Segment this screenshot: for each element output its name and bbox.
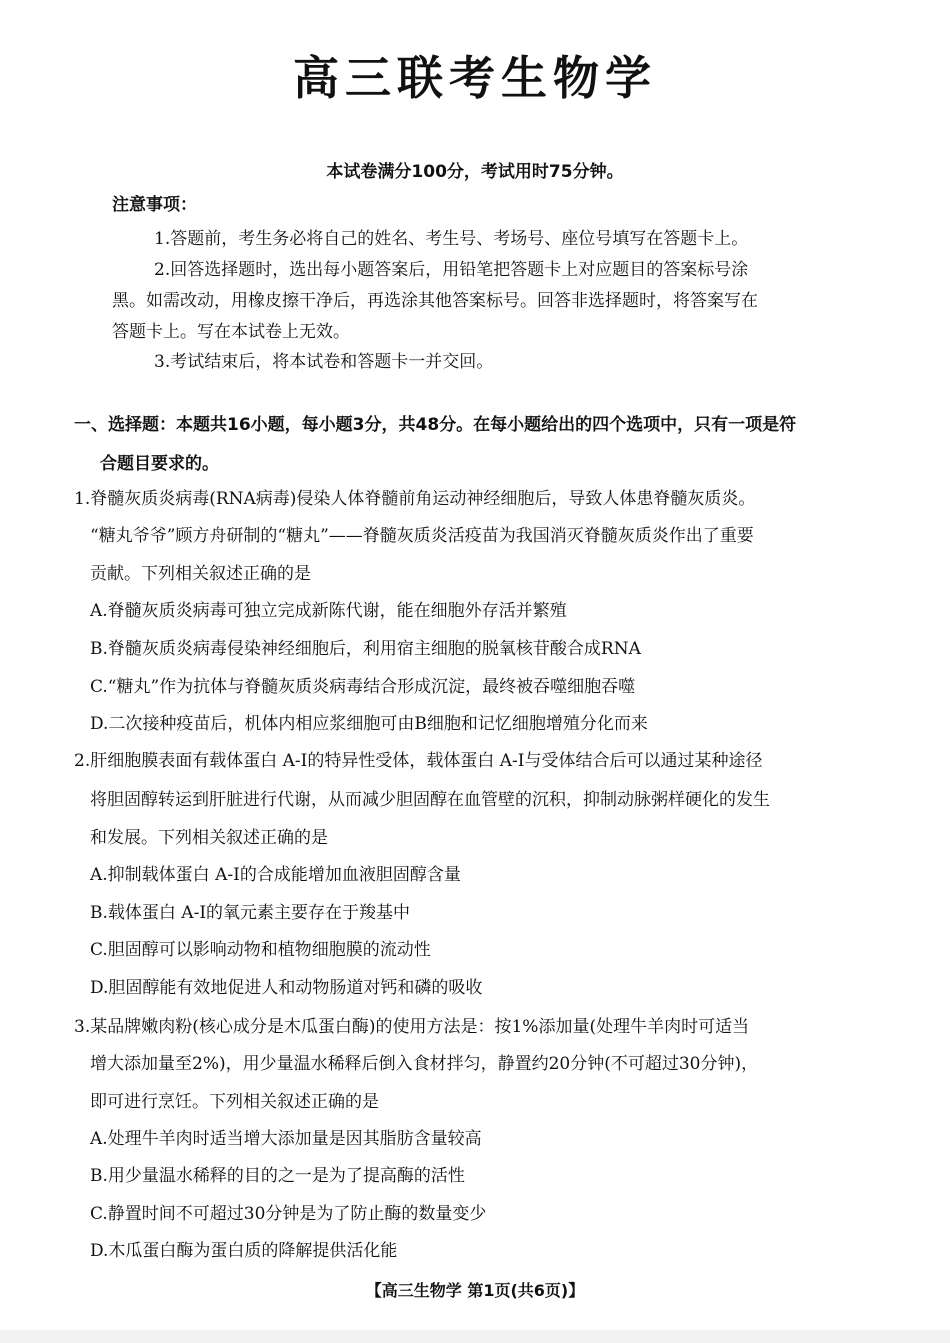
page-footer: 【高三生物学 第1页(共6页)】	[365, 1281, 585, 1300]
section-heading: 一、选择题：本题共16小题，每小题3分，共48分。在每小题给出的四个选项中，只有一项是符	[74, 415, 797, 435]
notice-line: 3.考试结束后，将本试卷和答题卡一并交回。	[154, 352, 494, 372]
question-3-option-c: C.静置时间不可超过30分钟是为了防止酶的数量变少	[90, 1204, 487, 1224]
notice-line: 1.答题前，考生务必将自己的姓名、考生号、考场号、座位号填写在答题卡上。	[154, 229, 749, 249]
question-1-option-a: A.脊髓灰质炎病毒可独立完成新陈代谢，能在细胞外存活并繁殖	[90, 601, 567, 621]
question-2-stem: 2.肝细胞膜表面有载体蛋白 A-I的特异性受体，载体蛋白 A-I与受体结合后可以通过某种途径	[74, 751, 763, 771]
question-1-option-c: C.“糖丸”作为抗体与脊髓灰质炎病毒结合形成沉淀，最终被吞噬细胞吞噬	[90, 677, 636, 697]
question-2-option-c: C.胆固醇可以影响动物和植物细胞膜的流动性	[90, 940, 431, 960]
notice-line: 2.回答选择题时，选出每小题答案后，用铅笔把答题卡上对应题目的答案标号涂	[154, 260, 749, 280]
question-3-option-a: A.处理牛羊肉时适当增大添加量是因其脂肪含量较高	[90, 1129, 482, 1149]
question-3-stem: 3.某品牌嫩肉粉(核心成分是木瓜蛋白酶)的使用方法是：按1%添加量(处理牛羊肉时可适当	[74, 1017, 750, 1037]
question-1-stem: 1.脊髓灰质炎病毒(RNA病毒)侵染人体脊髓前角运动神经细胞后，导致人体患脊髓灰质炎。	[74, 489, 756, 509]
question-2-stem: 将胆固醇转运到肝脏进行代谢，从而减少胆固醇在血管壁的沉积，抑制动脉粥样硬化的发生	[90, 790, 770, 810]
section-heading-cont: 合题目要求的。	[100, 454, 219, 474]
question-2-option-d: D.胆固醇能有效地促进人和动物肠道对钙和磷的吸收	[90, 978, 483, 998]
notice-heading: 注意事项：	[112, 195, 197, 215]
notice-line: 答题卡上。写在本试卷上无效。	[112, 322, 350, 342]
question-3-stem: 增大添加量至2%)，用少量温水稀释后倒入食材拌匀，静置约20分钟(不可超过30分钟)，	[90, 1054, 759, 1074]
page-title: 高三联考生物学	[293, 51, 657, 105]
question-1-option-d: D.二次接种疫苗后，机体内相应浆细胞可由B细胞和记忆细胞增殖分化而来	[90, 714, 648, 734]
page-bottom-edge	[0, 1330, 950, 1343]
question-1-stem: “糖丸爷爷”顾方舟研制的“糖丸”——脊髓灰质炎活疫苗为我国消灭脊髓灰质炎作出了重要	[90, 526, 754, 546]
question-2-stem: 和发展。下列相关叙述正确的是	[90, 828, 328, 848]
question-1-stem: 贡献。下列相关叙述正确的是	[90, 564, 311, 584]
question-3-option-b: B.用少量温水稀释的目的之一是为了提高酶的活性	[90, 1166, 465, 1186]
notice-line: 黑。如需改动，用橡皮擦干净后，再选涂其他答案标号。回答非选择题时，将答案写在	[112, 291, 758, 311]
question-1-option-b: B.脊髓灰质炎病毒侵染神经细胞后，利用宿主细胞的脱氧核苷酸合成RNA	[90, 639, 641, 659]
question-3-option-d: D.木瓜蛋白酶为蛋白质的降解提供活化能	[90, 1241, 398, 1261]
question-2-option-b: B.载体蛋白 A-I的氧元素主要存在于羧基中	[90, 903, 411, 923]
question-3-stem: 即可进行烹饪。下列相关叙述正确的是	[90, 1092, 379, 1112]
exam-info: 本试卷满分100分，考试用时75分钟。	[326, 162, 624, 182]
question-2-option-a: A.抑制载体蛋白 A-I的合成能增加血液胆固醇含量	[90, 865, 461, 885]
